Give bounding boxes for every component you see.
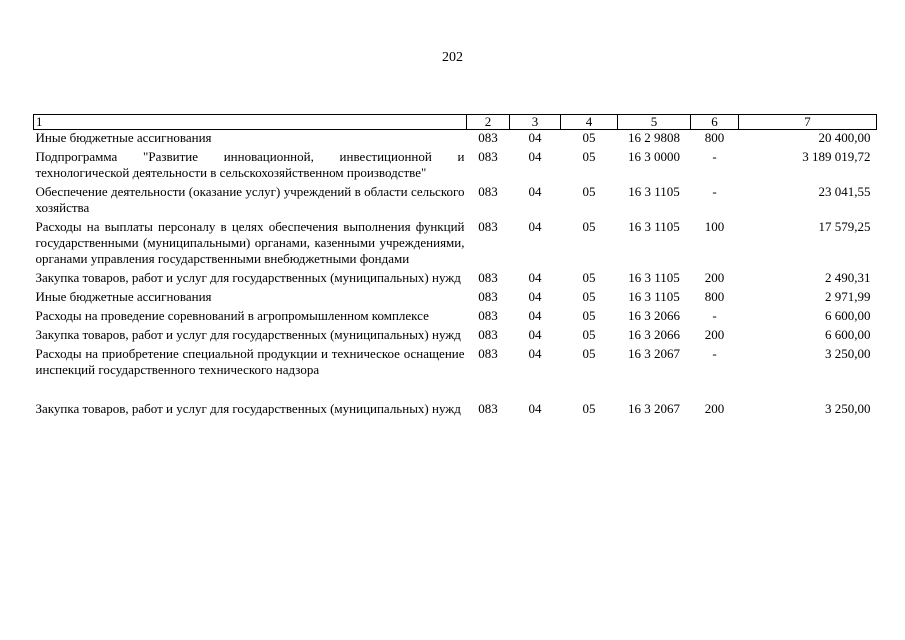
row-col-4: 05 xyxy=(582,270,596,285)
row-col-5: 16 3 2067 xyxy=(628,346,680,361)
row-col-5: 16 3 2066 xyxy=(628,308,680,323)
header-col-1: 1 xyxy=(34,115,467,130)
row-col-2: 083 xyxy=(478,130,498,145)
row-col-3: 04 xyxy=(528,130,542,145)
row-col-4: 05 xyxy=(582,327,596,342)
row-col-6: - xyxy=(712,346,717,361)
header-col-3: 3 xyxy=(510,115,561,130)
row-col-3: 04 xyxy=(528,327,542,342)
table-row xyxy=(34,381,877,420)
table-row xyxy=(34,219,877,270)
row-col-2: 083 xyxy=(478,401,498,416)
row-col-2: 083 xyxy=(478,289,498,304)
row-col-6: 800 xyxy=(704,130,725,145)
table-row xyxy=(34,184,877,219)
row-col-3: 04 xyxy=(528,270,542,285)
row-name: Расходы на проведение соревнований в агропромышленном комплексе xyxy=(35,308,429,323)
row-col-5: 16 3 1105 xyxy=(628,184,680,199)
row-col-6: - xyxy=(712,184,717,199)
row-col-2: 083 xyxy=(478,149,498,164)
row-col-2: 083 xyxy=(478,219,498,234)
row-col-7: 3 189 019,72 xyxy=(802,149,871,164)
row-col-4: 05 xyxy=(582,130,596,145)
row-col-6: - xyxy=(712,149,717,164)
row-col-7: 2 490,31 xyxy=(825,270,871,285)
row-col-7: 6 600,00 xyxy=(825,308,871,323)
row-col-6: 200 xyxy=(704,401,725,416)
row-col-5: 16 3 1105 xyxy=(628,270,680,285)
header-col-6: 6 xyxy=(691,115,739,130)
row-col-7: 20 400,00 xyxy=(818,130,871,145)
row-name: Закупка товаров, работ и услуг для государственных (муниципальных) нужд xyxy=(35,327,461,342)
row-col-6: 100 xyxy=(704,219,725,234)
row-col-4: 05 xyxy=(582,184,596,199)
row-col-6: 200 xyxy=(704,327,725,342)
row-col-3: 04 xyxy=(528,149,542,164)
row-col-5: 16 3 1105 xyxy=(628,289,680,304)
table-row xyxy=(34,308,877,327)
table-row xyxy=(34,289,877,308)
table-row xyxy=(34,346,877,381)
row-col-6: - xyxy=(712,308,717,323)
header-col-4: 4 xyxy=(561,115,618,130)
header-col-7: 7 xyxy=(739,115,877,130)
row-col-3: 04 xyxy=(528,289,542,304)
row-col-5: 16 3 1105 xyxy=(628,219,680,234)
row-col-7: 6 600,00 xyxy=(825,327,871,342)
row-col-7: 23 041,55 xyxy=(818,184,871,199)
row-col-4: 05 xyxy=(582,346,596,361)
row-col-4: 05 xyxy=(582,219,596,234)
row-col-6: 200 xyxy=(704,270,725,285)
row-col-3: 04 xyxy=(528,184,542,199)
header-row xyxy=(34,115,877,130)
row-col-3: 04 xyxy=(528,346,542,361)
row-col-2: 083 xyxy=(478,308,498,323)
row-name: Закупка товаров, работ и услуг для государственных (муниципальных) нужд xyxy=(35,401,461,416)
row-col-3: 04 xyxy=(528,219,542,234)
row-col-7: 3 250,00 xyxy=(825,401,871,416)
table-row xyxy=(34,149,877,184)
row-col-4: 05 xyxy=(582,401,596,416)
row-col-3: 04 xyxy=(528,308,542,323)
table-row xyxy=(34,327,877,346)
row-col-5: 16 3 2066 xyxy=(628,327,680,342)
row-name: Закупка товаров, работ и услуг для государственных (муниципальных) нужд xyxy=(35,270,461,285)
table-row xyxy=(34,270,877,289)
row-col-2: 083 xyxy=(478,346,498,361)
budget-table xyxy=(33,114,877,420)
row-col-6: 800 xyxy=(704,289,725,304)
row-col-4: 05 xyxy=(582,308,596,323)
header-col-5: 5 xyxy=(618,115,691,130)
page-number: 202 xyxy=(442,50,463,65)
row-name: Обеспечение деятельности (оказание услуг) учреждений в области сельского хозяйства xyxy=(35,184,465,215)
row-name: Иные бюджетные ассигнования xyxy=(35,289,212,304)
row-col-7: 3 250,00 xyxy=(825,346,871,361)
row-name: Подпрограмма "Развитие инновационной, инвестиционной и технологической деятельности в сельскохозяйственном производстве" xyxy=(35,149,465,180)
row-name: Расходы на выплаты персоналу в целях обеспечения выполнения функций государственными (муниципальными) органами, казенными учреждениями, органами управления государственными внебюджетными фондами xyxy=(35,219,465,266)
row-col-4: 05 xyxy=(582,149,596,164)
row-name: Расходы на приобретение специальной продукции и техническое оснащение инспекций государственного технического надзора xyxy=(35,346,465,377)
header-col-2: 2 xyxy=(467,115,510,130)
table-row xyxy=(34,130,877,150)
row-col-5: 16 3 0000 xyxy=(628,149,680,164)
row-col-4: 05 xyxy=(582,289,596,304)
table-body xyxy=(34,130,877,421)
row-col-5: 16 2 9808 xyxy=(628,130,680,145)
row-col-3: 04 xyxy=(528,401,542,416)
row-col-2: 083 xyxy=(478,184,498,199)
row-col-5: 16 3 2067 xyxy=(628,401,680,416)
row-col-2: 083 xyxy=(478,270,498,285)
row-name: Иные бюджетные ассигнования xyxy=(35,130,212,145)
row-col-7: 2 971,99 xyxy=(825,289,871,304)
table-header xyxy=(34,115,877,130)
row-col-2: 083 xyxy=(478,327,498,342)
row-col-7: 17 579,25 xyxy=(818,219,871,234)
